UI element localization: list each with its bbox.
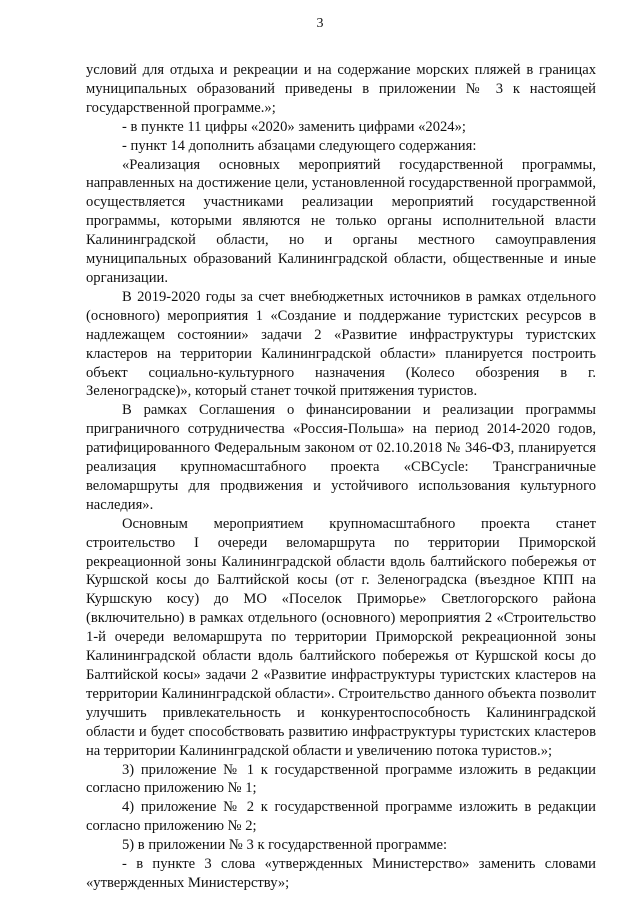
paragraph-appendix-1: 3) приложение № 1 к государственной программе изложить в редакции согласно приложению № 1; xyxy=(86,761,596,797)
paragraph-item-3-words: - в пункте 3 слова «утвержденных Министерство» заменить словами «утвержденных Министерству»; xyxy=(86,856,596,891)
paragraph-continuation: условий для отдыха и рекреации и на содержание морских пляжей в границах муниципальных образований приведены в приложении № 3 к настоящей государственной программе.»; xyxy=(86,62,596,116)
paragraph-item-11: - в пункте 11 цифры «2020» заменить цифрами «2024»; xyxy=(122,118,466,135)
paragraph-appendix-3: 5) в приложении № 3 к государственной программе: xyxy=(122,837,448,854)
paragraph-2019-2020: В 2019-2020 годы за счет внебюджетных источников в рамках отдельного (основного) мероприятия 1 «Создание и поддержание туристских ресурсов в надлежащем состоянии» задачи 2 «Развитие инфраструктуры туристских кластеров на территории Калининградской области» планируется построить объект социально-культурного назначения (Колесо обозрения в г. Зеленоградске)», который станет точкой притяжения туристов. xyxy=(86,288,596,400)
document-body xyxy=(86,61,596,893)
page-number: 3 xyxy=(316,16,324,31)
paragraph-item-14: - пункт 14 дополнить абзацами следующего содержания: xyxy=(122,137,477,154)
paragraph-appendix-2: 4) приложение № 2 к государственной программе изложить в редакции согласно приложению № 2; xyxy=(86,799,596,835)
paragraph-agreement: В рамках Соглашения о финансировании и реализации программы приграничного сотрудничества «Россия-Польша» на период 2014-2020 годов, ратифицированного Федеральным законом от 02.10.2018 № 346-ФЗ, планируется реализация крупномасштабного проекта «CBCycle: Трансграничные веломаршруты для продвижения и устойчивого использования культурного наследия». xyxy=(86,402,596,513)
paragraph-implementation: «Реализация основных мероприятий государственной программы, направленных на достижение цели, установленной государственной программой, осуществляется участниками реализации мероприятий государственной программы, которыми являются не только органы исполнительной власти Калининградской области, но и органы местного самоуправления муниципальных образований Калининградской области, общественные и иные организации. xyxy=(86,156,596,286)
paragraph-main-activity: Основным мероприятием крупномасштабного проекта станет строительство I очереди веломаршрута по территории Приморской рекреационной зоны Калининградской области вдоль балтийского побережья от Куршской косы до Балтийской косы (от г. Зеленоградска (въездное КПП на Куршскую косу) до МО «Поселок Приморье» Светлогорского района (включительно) в рамках отдельного (основного) мероприятия 2 «Строительство 1-й очереди веломаршрута по территории Приморской рекреационной зоны Калининградской области вдоль балтийского побережья от Куршской косы до Балтийской косы» задачи 2 «Развитие инфраструктуры туристских кластеров на территории Калининградской области». Строительство данного объекта позволит улучшить привлекательность и конкурентоспособность Калининградской области и будет способствовать развитию инфраструктуры туристских кластеров на территории Калининградской области и увеличению потока туристов.»; xyxy=(86,515,596,759)
